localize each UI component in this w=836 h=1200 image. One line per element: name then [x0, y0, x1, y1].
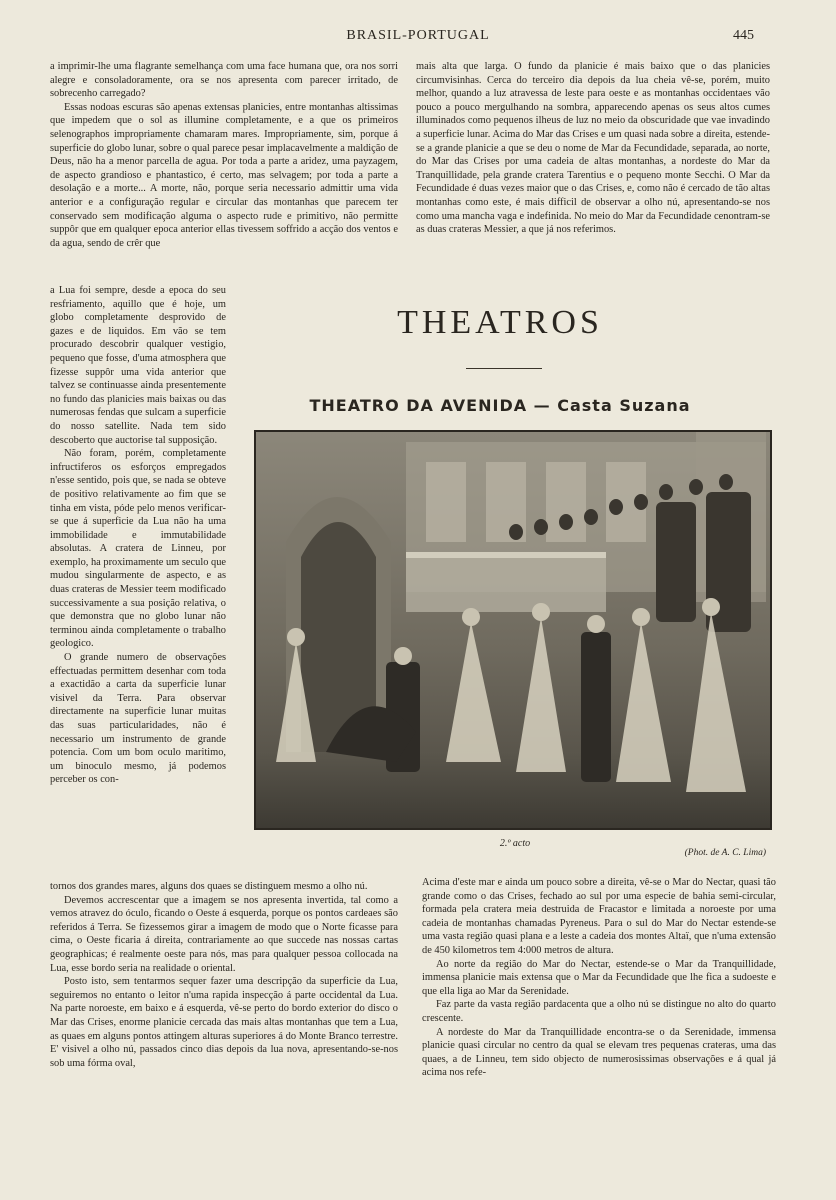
- paragraph: tornos dos grandes mares, alguns dos quaes se distinguem mesmo a olho nú.: [50, 881, 368, 892]
- paragraph: a Lua foi sempre, desde a epoca do seu resfriamento, aquillo que é hoje, um globo completamente desprovido de gazes e de liquidos. Em vão se tem procurado descobrir qualquer vestigio, pequeno que fosse, d'uma atmosphera que fizesse suppôr uma vida anterior que talvez se continuasse ainda presentemente no fundo das planicies mais baixas ou das numerosas fendas que sulcam a superficie do nosso satellite. Nada tem sido descoberto que auctorise tal supposição.: [50, 285, 226, 446]
- right-column-top: [416, 60, 770, 282]
- section-title: THEATROS: [397, 304, 603, 341]
- paragraph: Não foram, porém, completamente infructiferos os esforços empregados n'esse sentido, pois que, se nada se obteve de positivo relativamente ao fim que se tinha em vista, póde pelo menos verificar-se que á superficie da Lua não ha uma immobilidade e immutabilidade absolutas. A cratera de Linneu, por exemplo, ha proximamente um seculo que mudou singularmente de aspecto, e as duas crateras de Messier teem modificado successivamente a sua posição relativa, o que demonstra que no globo lunar não terminou ainda completamente o trabalho geologico.: [50, 448, 226, 650]
- journal-title: BRASIL-PORTUGAL: [346, 28, 490, 43]
- photo-credit: (Phot. de A. C. Lima): [684, 848, 766, 858]
- left-column-bottom: [50, 880, 398, 1162]
- right-column-bottom: [422, 876, 776, 1162]
- paragraph: Faz parte da vasta região pardacenta que a olho nú se distingue no alto do quarto crescente.: [422, 999, 776, 1024]
- page-number: 445: [733, 28, 754, 43]
- paragraph: Posto isto, sem tentarmos sequer fazer uma descripção da superficie da Lua, seguiremos no entanto o leitor n'uma rapida inspecção á parte occidental da Lua. Na parte noroeste, em baixo e á esquerda, vê-se perto do bordo exterior do disco o Mar das Crises, enorme planicie cercada das mais altas montanhas que tem a Lua, as quaes em alguns pontos attingem alturas superiores á do Monte Branco terrestre. E' visivel a olho nú, passados cinco dias depois da lua nova, apresentando-se-nos sob uma fórma oval,: [50, 976, 398, 1069]
- paragraph: O grande numero de observações effectuadas permittem desenhar com toda a exactidão a carta da superficie lunar visivel da Terra. Para observar directamente na superficie lunar muitas das suas particularidades, não é necessario um instrumento de grande potencia. Com um bom oculo maritimo, um binoculo mesmo, já podemos perceber os con-: [50, 652, 226, 786]
- article-title: THEATRO DA AVENIDA — Casta Suzana: [309, 396, 691, 415]
- paragraph: Essas nodoas escuras são apenas extensas planicies, entre montanhas altissimas que impedem que o sol as illumine completamente, e a que os primeiros selenographos impropriamente chamaram mares. Impropriamente, sim, porque á superficie do globo lunar, sobre o qual parece pesar implacavelmente a maldição de Deus, não ha a menor parcella de agua. Por toda a parte a aridez, uma payzagem, de aspecto grandioso e phantastico, é certo, mas selvagem; por toda a parte a desolação e a morte... A morte, não, porque seria necessario admittir uma vida anterior e a configuração regular e circular das montanhas que parecem ter conservado sem modificação alguma o aspecto rude e primitivo, não permitte suppôr que em qualquer epoca anterior ellas tivessem soffrido a acção dos ventos e da agua, sendo de crêr que: [50, 101, 398, 249]
- paragraph: Ao norte da região do Mar do Nectar, estende-se o Mar da Tranquillidade, immensa planicie mais extensa que o Mar da Fecundidade que lhe fica a sudoeste e que ella liga ao Mar da Serenidade.: [422, 958, 776, 997]
- paragraph: A nordeste do Mar da Tranquillidade encontra-se o da Serenidade, immensa planicie quasi circular no centro da qual se elevam tres pequenas crateras, uma das quaes, a de Linneu, tem sido objecto de numerosissimas observações e á qual já acima nos refe-: [422, 1026, 776, 1079]
- photo-caption: 2.º acto: [499, 838, 531, 849]
- theatre-photograph: [254, 430, 772, 830]
- left-column-narrow: [50, 284, 226, 884]
- left-column-top: [50, 60, 398, 284]
- paragraph: mais alta que larga. O fundo da planicie é mais baixo que o das planicies circumvisinhas. Cerca do terceiro dia depois da lua cheia vê-se, porém, muito melhor, quando a luz atravessa de leste para oeste e as montanhas occidentaes vão pouco a pouco mergulhando na sombra, apparecendo apenas os seus altos cumes illuminados como pequenos ilheus de luz no meio da obscuridade que vae invadindo a superficie lunar. Acima do Mar das Crises e um quasi nada sobre a direita, estende-se a grande planicie a que se deu o nome de Mar da Fecundidade, separada, ao norte, do Mar das Crises por uma cadeia de altas montanhas, a nordeste do Mar da Tranquillidade, pela grande cratera Tarentius e o pequeno monte Secchi. O Mar da Fecundidade é duas vezes maior que o das Crises, e, como não é cercado de tão altas montanhas como este, é mais difficil de observar a olho nú, apresentando-se nos como uma mancha vaga e indefinida. No meio do Mar da Fecundidade cenontram-se as duas crateras Messier, a que já nos referimos.: [416, 61, 770, 236]
- paragraph: a imprimir-lhe uma flagrante semelhança com uma face humana que, ora nos sorri alegre e consoladoramente, ora se nos apresenta com parecer irritado, de sobrecenho carregado?: [50, 61, 398, 100]
- section-divider: [466, 368, 542, 369]
- stage-scene-image: [256, 432, 770, 828]
- paragraph: Acima d'este mar e ainda um pouco sobre a direita, vê-se o Mar do Nectar, quasi tão grande como o das Crises, fechado ao sul por uma especie de bahia semi-circular, formada pela cratera meia destruida de Fracastor e limitada a noroeste por uma cadeia de montanhas chamadas Pyreneus. Para o sul do Mar do Nectar estende-se uma vasta região quasi plana e a leste a cadeia dos montes Altaï, que n'uma extensão de 450 kilometros tem 4:000 metros de altura.: [422, 877, 776, 956]
- page-header: [0, 28, 836, 50]
- paragraph: Devemos accrescentar que a imagem se nos apresenta invertida, tal como a vemos atravez do óculo, ficando o Oeste á esquerda, porque os pontos cardeaes são referidos á Terra. Se fizessemos girar a imagem de modo que o Norte ficasse para cima, o Oeste ficaria á direita, contrariamente ao que succede nas nossas cartas geographicas; é realmente oeste para nós, mas para qualquer pessoa collocada na Lua, esse bordo seria na realidade o oriental.: [50, 894, 398, 974]
